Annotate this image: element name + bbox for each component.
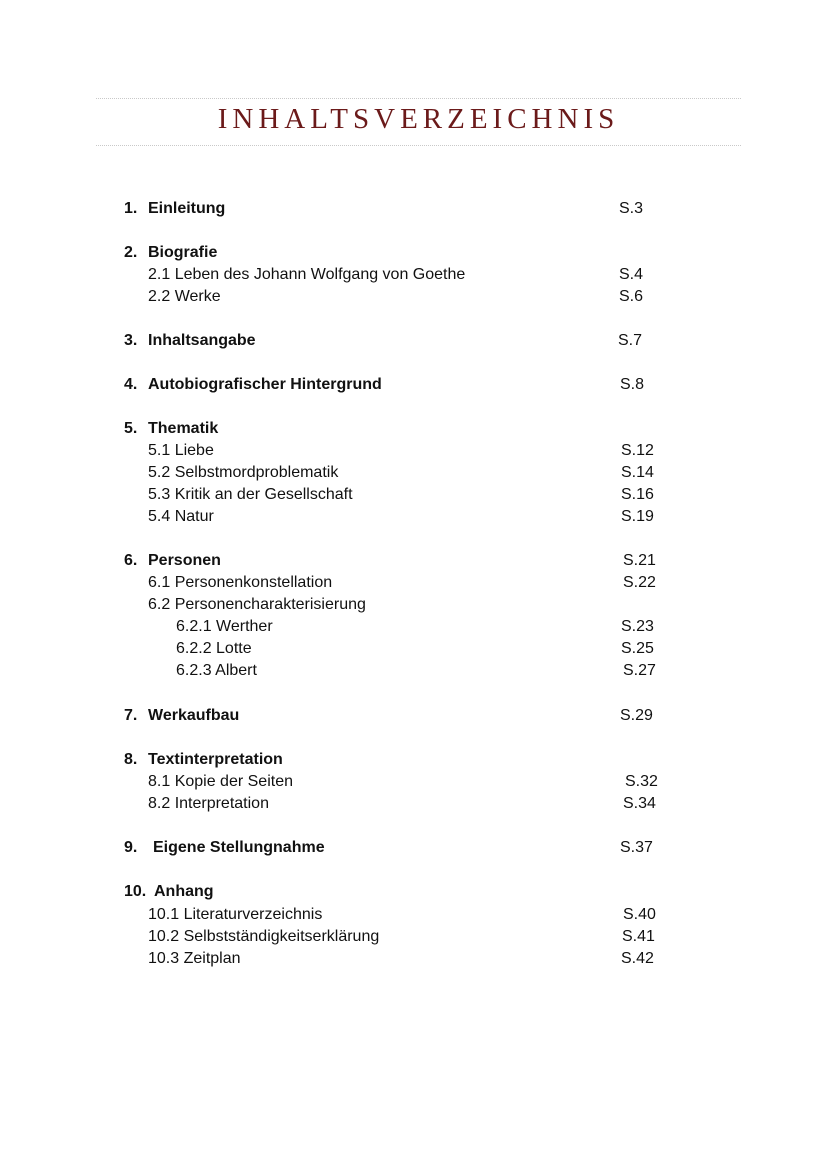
toc-entry-number: 4.: [124, 376, 138, 393]
toc-entry-label: 5.4 Natur: [148, 508, 214, 525]
toc-entry-label: Eigene Stellungnahme: [153, 839, 325, 856]
toc-entry-number: 9.: [124, 839, 138, 856]
toc-entry: [0, 462, 828, 484]
title-bottom-rule: [96, 145, 741, 146]
toc-entry: [0, 330, 828, 352]
toc-entry-label: 5.3 Kritik an der Gesellschaft: [148, 486, 353, 503]
toc-entry-label: 2.1 Leben des Johann Wolfgang von Goethe: [148, 266, 466, 283]
toc-entry-page: S.34: [623, 795, 656, 812]
toc-entry-label: 10.3 Zeitplan: [148, 950, 241, 967]
toc-entry: [0, 904, 828, 926]
toc-entry-page: S.14: [621, 464, 654, 481]
toc-entry-page: S.23: [621, 618, 654, 635]
toc-entry-page: S.22: [623, 574, 656, 591]
toc-entry-label: 10.2 Selbstständigkeitserklärung: [148, 928, 380, 945]
toc-entry-page: S.41: [622, 928, 655, 945]
toc-entry-page: S.32: [625, 773, 658, 790]
toc-entry: [0, 705, 828, 727]
toc-entry-label: 6.2.2 Lotte: [176, 640, 252, 657]
toc-entry-page: S.8: [620, 376, 645, 393]
toc-entry-label: 8.1 Kopie der Seiten: [148, 773, 293, 790]
toc-entry-label: Werkaufbau: [148, 707, 240, 724]
toc-entry-number: 2.: [124, 244, 138, 261]
toc-entry-page: S.29: [620, 707, 653, 724]
toc-entry-label: 6.2 Personencharakterisierung: [148, 596, 366, 613]
toc-entry: [0, 286, 828, 308]
toc-entry: [0, 198, 828, 220]
toc-entry-page: S.25: [621, 640, 654, 657]
toc-entry-number: 8.: [124, 751, 138, 768]
toc-entry-number: 5.: [124, 420, 138, 437]
toc-entry-label: Anhang: [154, 883, 214, 900]
toc-entry: [0, 793, 828, 815]
toc-entry-label: Thematik: [148, 420, 219, 437]
toc-entry-page: S.16: [621, 486, 654, 503]
page-title: INHALTSVERZEICHNIS: [217, 103, 620, 135]
toc-entry-label: 8.2 Interpretation: [148, 795, 269, 812]
toc-entry: [0, 926, 828, 948]
toc-entry: [0, 881, 828, 903]
toc-entry: [0, 550, 828, 572]
toc-entry-page: S.4: [619, 266, 644, 283]
toc-entry-label: 6.2.3 Albert: [176, 662, 257, 679]
toc-entry: [0, 660, 828, 682]
toc-entry: [0, 948, 828, 970]
toc-entry-label: 5.2 Selbstmordproblematik: [148, 464, 339, 481]
toc-entry-page: S.6: [619, 288, 644, 305]
toc-entry-label: 2.2 Werke: [148, 288, 221, 305]
toc-entry-label: Inhaltsangabe: [148, 332, 256, 349]
toc-entry: [0, 616, 828, 638]
toc-entry: [0, 242, 828, 264]
toc-entry-label: 6.2.1 Werther: [176, 618, 273, 635]
toc-entry: [0, 837, 828, 859]
toc-entry-label: Biografie: [148, 244, 218, 261]
toc-entry-page: S.3: [619, 200, 644, 217]
toc-entry-number: 7.: [124, 707, 138, 724]
toc-entry-label: Textinterpretation: [148, 751, 283, 768]
toc-entry-number: 1.: [124, 200, 138, 217]
toc-entry-label: 10.1 Literaturverzeichnis: [148, 906, 323, 923]
toc-entry-page: S.12: [621, 442, 654, 459]
toc-entry: [0, 484, 828, 506]
toc-entry-page: S.40: [623, 906, 656, 923]
toc-entry-page: S.27: [623, 662, 656, 679]
toc-entry-page: S.7: [618, 332, 643, 349]
toc-entry: [0, 506, 828, 528]
toc-entry-page: S.42: [621, 950, 654, 967]
toc-entry: [0, 418, 828, 440]
toc-entry: [0, 749, 828, 771]
title-top-rule: [96, 98, 741, 99]
toc-entry-page: S.21: [623, 552, 656, 569]
toc-entry-label: Einleitung: [148, 200, 226, 217]
toc-entry: [0, 594, 828, 616]
toc-entry: [0, 440, 828, 462]
toc-entry: [0, 264, 828, 286]
toc-entry-label: 5.1 Liebe: [148, 442, 214, 459]
toc-entry: [0, 374, 828, 396]
toc-entry-page: S.37: [620, 839, 653, 856]
toc-entry-number: 10.: [124, 883, 147, 900]
toc-entry-label: Autobiografischer Hintergrund: [148, 376, 382, 393]
toc-entry: [0, 572, 828, 594]
toc-entry-label: 6.1 Personenkonstellation: [148, 574, 333, 591]
toc-entry-number: 6.: [124, 552, 138, 569]
toc-entry-label: Personen: [148, 552, 221, 569]
toc-entry-page: S.19: [621, 508, 654, 525]
toc-entry-number: 3.: [124, 332, 138, 349]
toc-entry: [0, 771, 828, 793]
toc-entry: [0, 638, 828, 660]
